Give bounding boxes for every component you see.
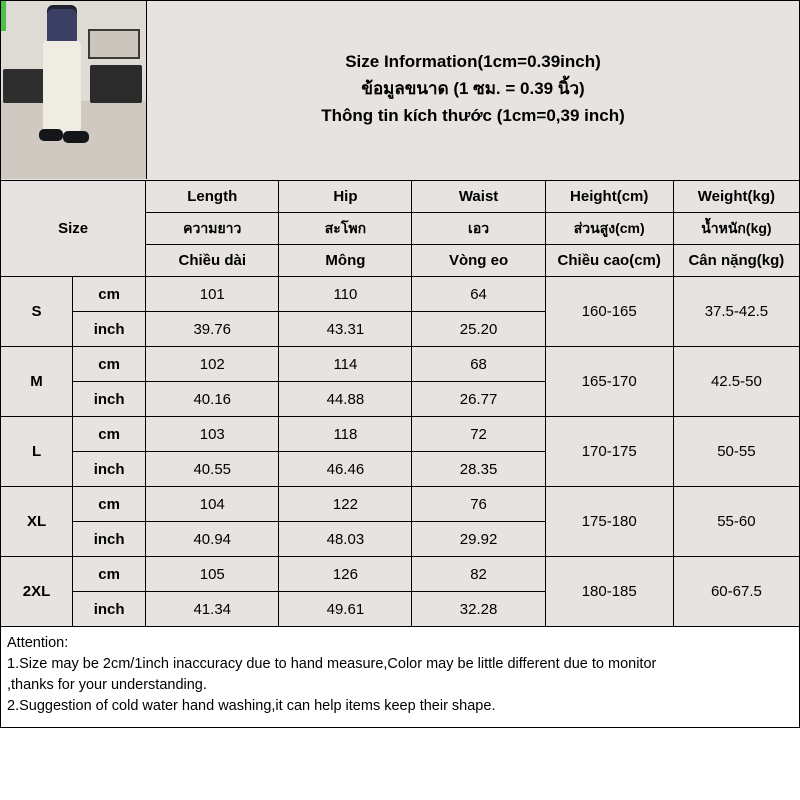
col-header-weight-vi: Cân nặng(kg)	[673, 245, 799, 277]
unit-cm: cm	[73, 557, 146, 592]
cell-length-inch: 40.55	[146, 452, 279, 487]
cell-length-inch: 41.34	[146, 592, 279, 627]
table-row	[1, 557, 800, 592]
cell-hip-inch: 49.61	[279, 592, 412, 627]
col-header-waist-th: เอว	[412, 213, 545, 245]
col-header-height-th: ส่วนสูง(cm)	[545, 213, 673, 245]
cell-hip-cm: 126	[279, 557, 412, 592]
cell-hip-cm: 114	[279, 347, 412, 382]
cell-length-cm: 102	[146, 347, 279, 382]
cell-waist-inch: 29.92	[412, 522, 545, 557]
cell-hip-cm: 118	[279, 417, 412, 452]
cell-waist-inch: 28.35	[412, 452, 545, 487]
unit-inch: inch	[73, 452, 146, 487]
photo-shelf	[88, 29, 140, 59]
cell-waist-cm: 76	[412, 487, 545, 522]
cell-length-cm: 104	[146, 487, 279, 522]
cell-height: 170-175	[545, 417, 673, 487]
cell-weight: 55-60	[673, 487, 799, 557]
col-header-weight-th: น้ำหนัก(kg)	[673, 213, 799, 245]
cell-height: 165-170	[545, 347, 673, 417]
title-line-th: ข้อมูลขนาด (1 ซม. = 0.39 นิ้ว)	[361, 78, 585, 98]
unit-inch: inch	[73, 592, 146, 627]
col-header-hip-en: Hip	[279, 181, 412, 213]
col-header-hip-th: สะโพก	[279, 213, 412, 245]
col-header-hip-vi: Mông	[279, 245, 412, 277]
cell-hip-inch: 43.31	[279, 312, 412, 347]
cell-height: 160-165	[545, 277, 673, 347]
cell-hip-inch: 46.46	[279, 452, 412, 487]
photo-green-marker	[1, 1, 6, 31]
cell-height: 180-185	[545, 557, 673, 627]
unit-cm: cm	[73, 277, 146, 312]
unit-inch: inch	[73, 312, 146, 347]
row-size-xl: XL	[1, 487, 73, 557]
notes-line-2: 2.Suggestion of cold water hand washing,it can help items keep their shape.	[7, 698, 496, 715]
cell-hip-cm: 122	[279, 487, 412, 522]
title-block	[147, 1, 799, 180]
cell-weight: 60-67.5	[673, 557, 799, 627]
attention-notes	[0, 627, 800, 728]
cell-waist-inch: 26.77	[412, 382, 545, 417]
col-header-height-vi: Chiều cao(cm)	[545, 245, 673, 277]
header-band	[0, 0, 800, 180]
notes-line-1: 1.Size may be 2cm/1inch inaccuracy due to hand measure,Color may be little different due to monitor	[7, 656, 657, 673]
header-row-en	[1, 181, 800, 213]
cell-height: 175-180	[545, 487, 673, 557]
photo-model-pants	[43, 41, 81, 133]
notes-line-1-cont: ,thanks for your understanding.	[7, 677, 207, 694]
row-size-l: L	[1, 417, 73, 487]
size-header-cell: Size	[1, 181, 146, 277]
cell-waist-inch: 32.28	[412, 592, 545, 627]
photo-model-top	[47, 9, 77, 43]
unit-cm: cm	[73, 417, 146, 452]
cell-length-inch: 40.94	[146, 522, 279, 557]
unit-cm: cm	[73, 347, 146, 382]
title-line-en: Size Information(1cm=0.39inch)	[345, 51, 601, 71]
cell-waist-cm: 64	[412, 277, 545, 312]
cell-weight: 37.5-42.5	[673, 277, 799, 347]
unit-inch: inch	[73, 522, 146, 557]
cell-waist-cm: 72	[412, 417, 545, 452]
cell-hip-inch: 44.88	[279, 382, 412, 417]
row-size-m: M	[1, 347, 73, 417]
cell-hip-cm: 110	[279, 277, 412, 312]
unit-inch: inch	[73, 382, 146, 417]
table-row	[1, 347, 800, 382]
cell-waist-cm: 82	[412, 557, 545, 592]
cell-weight: 50-55	[673, 417, 799, 487]
col-header-waist-en: Waist	[412, 181, 545, 213]
table-row	[1, 417, 800, 452]
col-header-length-en: Length	[146, 181, 279, 213]
cell-length-cm: 103	[146, 417, 279, 452]
col-header-length-th: ความยาว	[146, 213, 279, 245]
row-size-2xl: 2XL	[1, 557, 73, 627]
product-photo	[1, 1, 147, 179]
cell-waist-inch: 25.20	[412, 312, 545, 347]
cell-weight: 42.5-50	[673, 347, 799, 417]
cell-length-inch: 40.16	[146, 382, 279, 417]
col-header-length-vi: Chiều dài	[146, 245, 279, 277]
col-header-height-en: Height(cm)	[545, 181, 673, 213]
col-header-weight-en: Weight(kg)	[673, 181, 799, 213]
row-size-s: S	[1, 277, 73, 347]
title-line-vi: Thông tin kích thước (1cm=0,39 inch)	[321, 106, 625, 126]
col-header-waist-vi: Vòng eo	[412, 245, 545, 277]
table-row	[1, 277, 800, 312]
size-table	[0, 180, 800, 627]
photo-model-shoe-left	[39, 129, 63, 141]
cell-waist-cm: 68	[412, 347, 545, 382]
photo-cabinet-right	[90, 65, 142, 103]
table-row	[1, 487, 800, 522]
cell-length-cm: 101	[146, 277, 279, 312]
unit-cm: cm	[73, 487, 146, 522]
cell-length-cm: 105	[146, 557, 279, 592]
photo-model-shoe-right	[63, 131, 89, 143]
cell-length-inch: 39.76	[146, 312, 279, 347]
cell-hip-inch: 48.03	[279, 522, 412, 557]
notes-heading: Attention:	[7, 635, 69, 651]
